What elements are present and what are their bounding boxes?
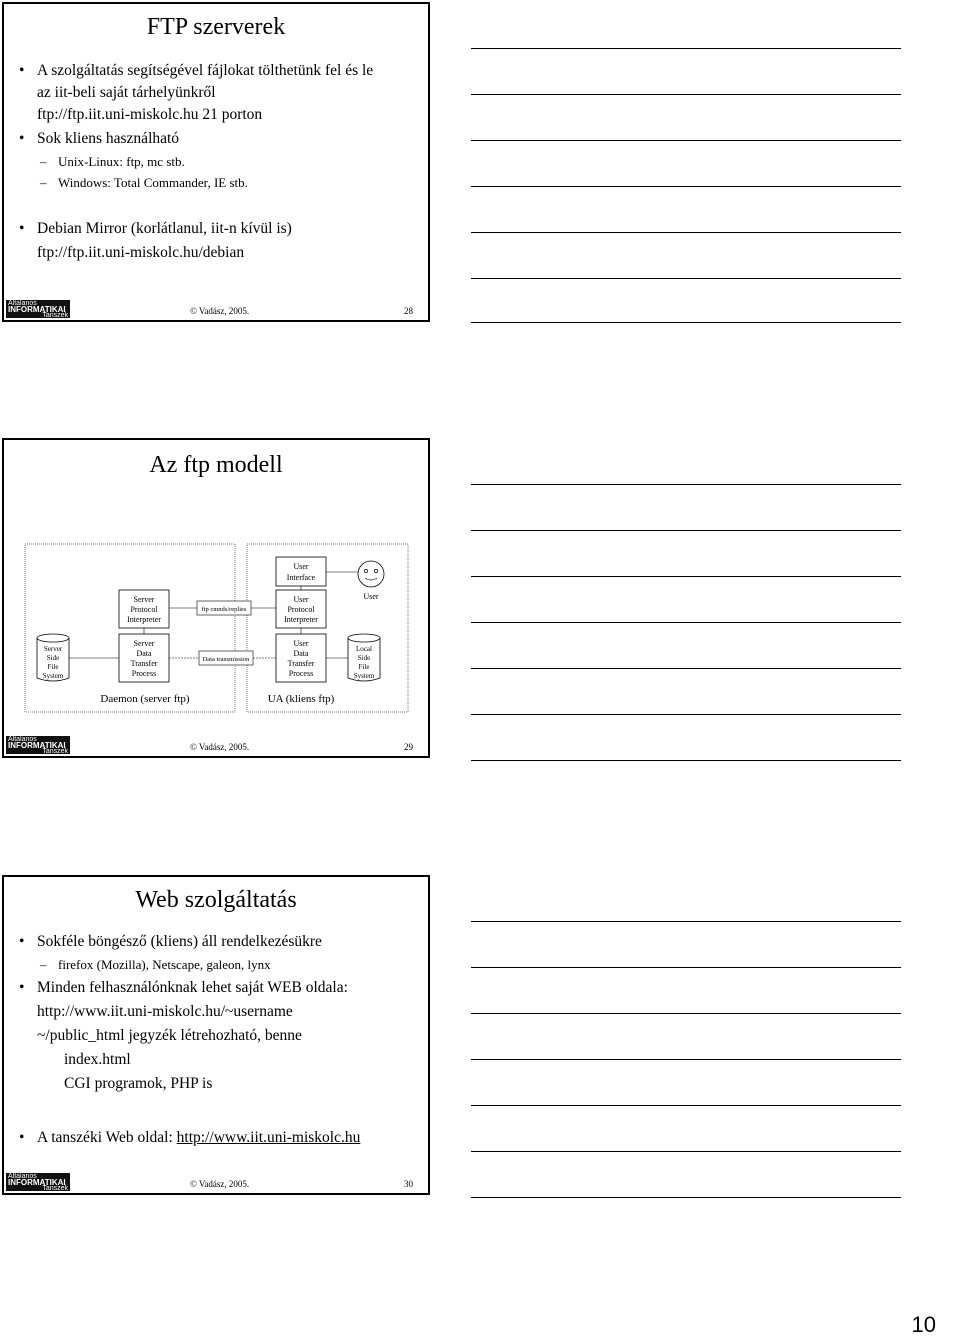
slide-title: Web szolgáltatás xyxy=(135,887,297,913)
user-dtp-label: User Data Transfer Process xyxy=(287,639,315,678)
web-link[interactable]: http://www.iit.uni-miskolc.hu/~username xyxy=(37,1003,293,1020)
department-logo: Altalanos INFORMATIKAI Tanszek xyxy=(8,1173,68,1191)
bullet-line: • Debian Mirror (korlátlanul, iit-n kívül is) xyxy=(37,220,292,238)
bullet-line: ~/public_html jegyzék létrehozható, benne xyxy=(37,1027,302,1044)
slide-number: 29 xyxy=(404,742,413,752)
bullet-line: • Sok kliens használható xyxy=(37,130,179,148)
slide-title: Az ftp modell xyxy=(149,452,283,478)
sub-bullet-line: – firefox (Mozilla), Netscape, galeon, lynx xyxy=(58,957,271,973)
slide-number: 30 xyxy=(404,1179,413,1189)
ua-label: UA (kliens ftp) xyxy=(267,693,335,705)
department-web-link[interactable]: http://www.iit.uni-miskolc.hu xyxy=(176,1129,361,1146)
data-transmission-label: Data transmission xyxy=(202,656,250,663)
slide-title: FTP szerverek xyxy=(146,14,286,40)
user-interface-label: User Interface xyxy=(286,562,316,582)
bullet-line: • A tanszéki Web oldal: http://www.iit.uni-miskolc.hu xyxy=(37,1129,360,1147)
sub-bullet-line: – Windows: Total Commander, IE stb. xyxy=(58,175,248,191)
slide-29 xyxy=(2,438,430,758)
copyright: © Vadász, 2005. xyxy=(190,306,250,316)
local-fs-label: Local Side File System xyxy=(353,645,375,680)
user-pi-label: User Protocol Interpreter xyxy=(284,595,318,624)
server-pi-label: Server Protocol Interpreter xyxy=(127,595,161,624)
slide-number: 28 xyxy=(404,306,413,316)
daemon-label: Daemon (server ftp) xyxy=(100,693,190,705)
bullet-line: • Sokféle böngésző (kliens) áll rendelkezésükre xyxy=(37,933,322,951)
server-dtp-label: Server Data Transfer Process xyxy=(130,639,158,678)
bullet-line: CGI programok, PHP is xyxy=(64,1075,213,1092)
slide-30 xyxy=(2,875,430,1195)
slide-28 xyxy=(2,2,430,322)
bullet-line: az iit-beli saját tárhelyünkről xyxy=(37,84,216,101)
user-smiley-icon xyxy=(358,561,384,587)
server-fs-label: Server Side File System xyxy=(42,645,64,680)
copyright: © Vadász, 2005. xyxy=(190,1179,250,1189)
copyright: © Vadász, 2005. xyxy=(190,742,250,752)
bullet-line: • A szolgáltatás segítségével fájlokat tölthetünk fel és le xyxy=(37,62,373,80)
user-label: User xyxy=(363,592,379,601)
department-logo: Altalanos INFORMATIKAI Tanszek xyxy=(8,300,68,318)
sub-bullet-line: – Unix-Linux: ftp, mc stb. xyxy=(58,154,185,170)
debian-link[interactable]: ftp://ftp.iit.uni-miskolc.hu/debian xyxy=(37,244,245,261)
page-number: 10 xyxy=(911,1312,936,1337)
bullet-line: index.html xyxy=(64,1051,131,1068)
department-logo: Altalanos INFORMATIKAI Tanszek xyxy=(8,736,68,754)
client-box xyxy=(247,544,408,712)
ftp-link[interactable]: ftp://ftp.iit.uni-miskolc.hu 21 porton xyxy=(37,106,263,123)
ftp-cmds-label: ftp cmnds/replies xyxy=(201,606,247,613)
ftp-model-diagram xyxy=(4,538,428,728)
bullet-line: • Minden felhasználónknak lehet saját WEB oldala: xyxy=(37,979,348,997)
